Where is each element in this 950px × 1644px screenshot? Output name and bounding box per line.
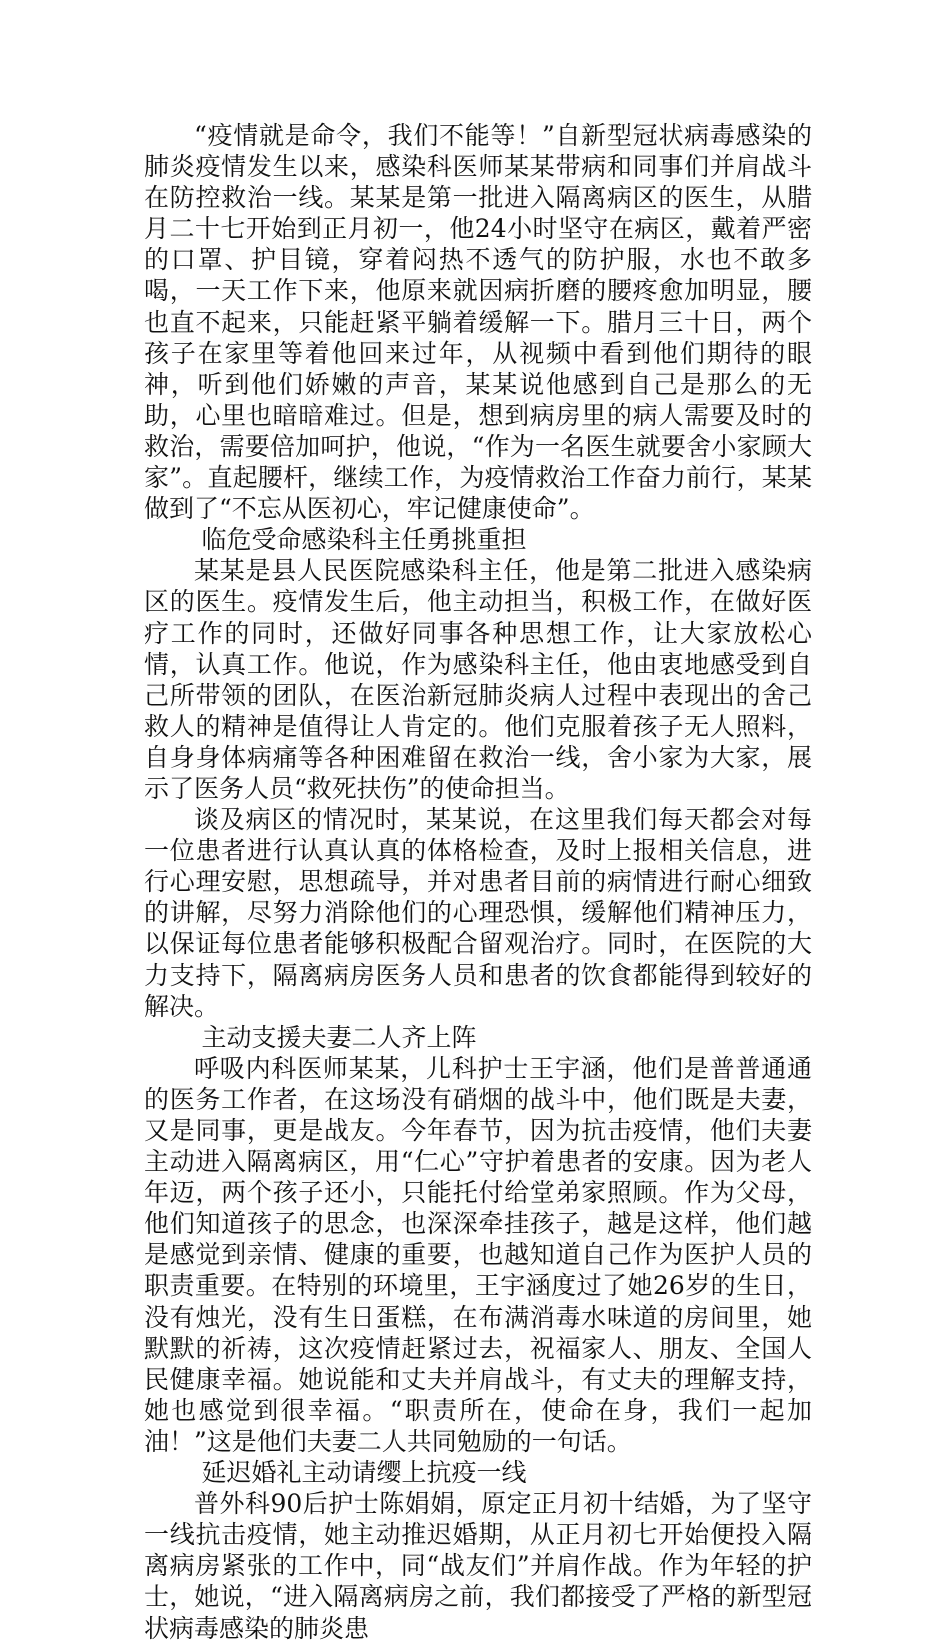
body-paragraph-4: 呼吸内科医师某某，儿科护士王宇涵，他们是普普通通的医务工作者，在这场没有硝烟的战斗中，他们既是夫妻，又是同事，更是战友。今年春节，因为抗击疫情，他们夫妻主动进入隔离病区，用“仁心”守护着患者的安康。因为老人年迈，两个孩子还小，只能托付给堂弟家照顾。作为父母，他们知道孩子的思念，也深深牵挂孩子，越是这样，他们越是感觉到亲情、健康的重要，也越知道自己作为医护人员的职责重要。在特别的环境里，王宇涵度过了她26岁的生日，没有烛光，没有生日蛋糕，在布满消毒水味道的房间里，她默默的祈祷，这次疫情赶紧过去，祝福家人、朋友、全国人民健康幸福。她说能和丈夫并肩战斗，有丈夫的理解支持，她也感觉到很幸福。“职责所在，使命在身，我们一起加油！”这是他们夫妻二人共同勉励的一句话。 [144, 1053, 812, 1456]
section-heading-3: 延迟婚礼主动请缨上抗疫一线 [201, 1458, 527, 1488]
body-paragraph-2: 某某是县人民医院感染科主任，他是第二批进入感染病区的医生。疫情发生后，他主动担当，积极工作，在做好医疗工作的同时，还做好同事各种思想工作，让大家放松心情，认真工作。他说，作为感染科主任，他由衷地感受到自己所带领的团队，在医治新冠肺炎病人过程中表现出的舍己救人的精神是值得让人肯定的。他们克服着孩子无人照料，自身身体病痛等各种困难留在救治一线，舍小家为大家，展示了医务人员“救死扶伤”的使命担当。 [144, 556, 812, 803]
body-paragraph-5: 普外科90后护士陈娟娟，原定正月初十结婚，为了坚守一线抗击疫情，她主动推迟婚期，从正月初七开始便投入隔离病房紧张的工作中，同“战友们”并肩作战。作为年轻的护士，她说，“进入隔离病房之前，我们都接受了严格的新型冠状病毒感染的肺炎患 [144, 1489, 812, 1643]
document-body [144, 120, 812, 1644]
section-heading-2: 主动支援夫妻二人齐上阵 [201, 1022, 477, 1052]
body-paragraph-3: 谈及病区的情况时，某某说，在这里我们每天都会对每一位患者进行认真认真的体格检查，及时上报相关信息，进行心理安慰，思想疏导，并对患者目前的病情进行耐心细致的讲解，尽努力消除他们的心理恐惧，缓解他们精神压力，以保证每位患者能够积极配合留观治疗。同时，在医院的大力支持下，隔离病房医务人员和患者的饮食都能得到较好的解决。 [144, 805, 812, 1021]
body-paragraph-1: “疫情就是命令，我们不能等！”自新型冠状病毒感染的肺炎疫情发生以来，感染科医师某某带病和同事们并肩战斗在防控救治一线。某某是第一批进入隔离病区的医生，从腊月二十七开始到正月初一，他24小时坚守在病区，戴着严密的口罩、护目镜，穿着闷热不透气的防护服，水也不敢多喝，一天工作下来，他原来就因病折磨的腰疼愈加明显，腰也直不起来，只能赶紧平躺着缓解一下。腊月三十日，两个孩子在家里等着他回来过年，从视频中看到他们期待的眼神，听到他们娇嫩的声音，某某说他感到自己是那么的无助，心里也暗暗难过。但是，想到病房里的病人需要及时的救治，需要倍加呵护，他说，“作为一名医生就要舍小家顾大家”。直起腰杆，继续工作，为疫情救治工作奋力前行，某某做到了“不忘从医初心，牢记健康使命”。 [144, 121, 812, 524]
section-heading-1: 临危受命感染科主任勇挑重担 [201, 525, 527, 555]
